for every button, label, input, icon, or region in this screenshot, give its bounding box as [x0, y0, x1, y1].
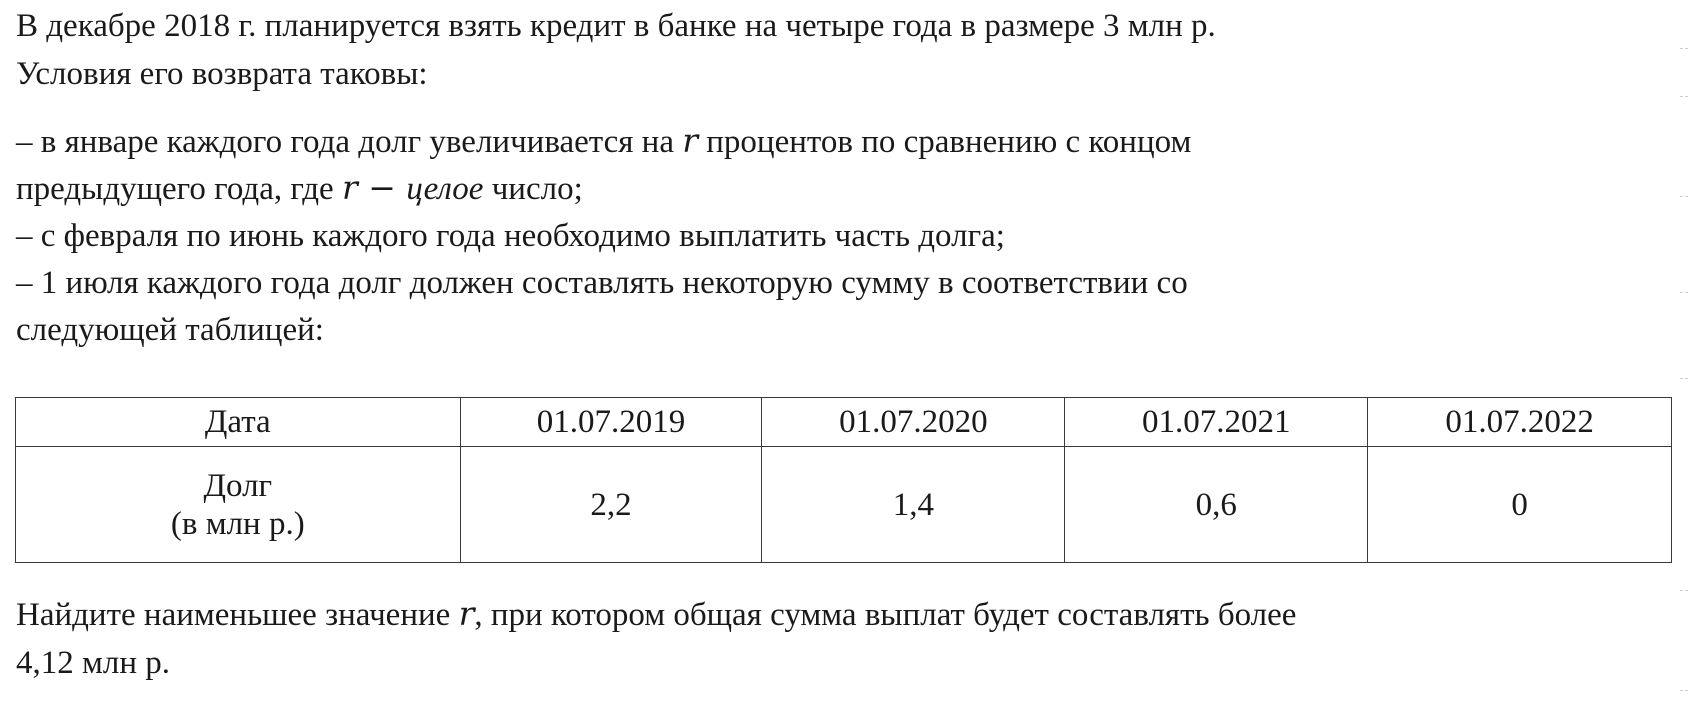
problem-intro-line — [16, 6, 1216, 46]
question-continuation-text: 4,12 млн р. — [16, 645, 171, 681]
conditions-heading-text: Условия его возврата таковы: — [16, 56, 428, 92]
debt-schedule-table — [15, 397, 1672, 563]
margin-guide — [1680, 292, 1688, 293]
condition-july-line — [16, 263, 1188, 303]
margin-guide — [1680, 96, 1688, 97]
minus-sign: − — [357, 168, 407, 207]
table-header-date: 01.07.2021 — [1065, 398, 1368, 447]
integer-word: целое — [406, 171, 484, 207]
condition-july-continuation — [16, 310, 324, 350]
variable-r: r — [341, 168, 358, 207]
variable-r: r — [458, 594, 475, 633]
row-label-line1: Долг — [203, 467, 273, 504]
condition-february-line — [16, 216, 1005, 256]
condition-january-text-a: – в январе каждого года долг увеличивается на — [16, 124, 683, 160]
margin-guide — [1680, 590, 1688, 591]
intro-text: В декабре 2018 г. планируется взять кредит в банке на четыре года в размере 3 млн р. — [16, 8, 1216, 44]
continuation-text-a: предыдущего года, где — [16, 171, 342, 207]
question-continuation — [16, 643, 170, 683]
conditions-heading — [16, 54, 428, 94]
question-text-b: , при котором общая сумма выплат будет составлять более — [474, 597, 1297, 633]
margin-guide — [1680, 48, 1688, 49]
table-cell-debt: 0,6 — [1065, 447, 1368, 563]
row-label-line2: (в млн р.) — [170, 505, 305, 542]
margin-guide — [1680, 690, 1688, 691]
condition-january-line — [16, 121, 1191, 162]
table-cell-debt: 1,4 — [762, 447, 1065, 563]
condition-february-text: – с февраля по июнь каждого года необходимо выплатить часть долга; — [16, 218, 1005, 254]
table-header-row — [16, 398, 1672, 447]
table-header-date: 01.07.2019 — [460, 398, 762, 447]
table-header-date: 01.07.2022 — [1368, 398, 1672, 447]
question-line — [16, 594, 1296, 635]
condition-july-text: – 1 июля каждого года долг должен составлять некоторую сумму в соответствии со — [16, 265, 1188, 301]
condition-july-continuation-text: следующей таблицей: — [16, 312, 324, 348]
table-row — [16, 447, 1672, 563]
table-header-date: 01.07.2020 — [762, 398, 1065, 447]
variable-r: r — [682, 121, 699, 160]
table-cell-debt: 2,2 — [460, 447, 762, 563]
continuation-text-b: число; — [483, 171, 583, 207]
table-row-label — [16, 447, 461, 563]
table-header-label: Дата — [16, 398, 461, 447]
table-cell-debt: 0 — [1368, 447, 1672, 563]
condition-january-text-b: процентов по сравнению с концом — [698, 124, 1192, 160]
condition-january-continuation — [16, 168, 583, 209]
question-text-a: Найдите наименьшее значение — [16, 597, 459, 633]
margin-guide — [1680, 196, 1688, 197]
margin-guide — [1680, 378, 1688, 379]
